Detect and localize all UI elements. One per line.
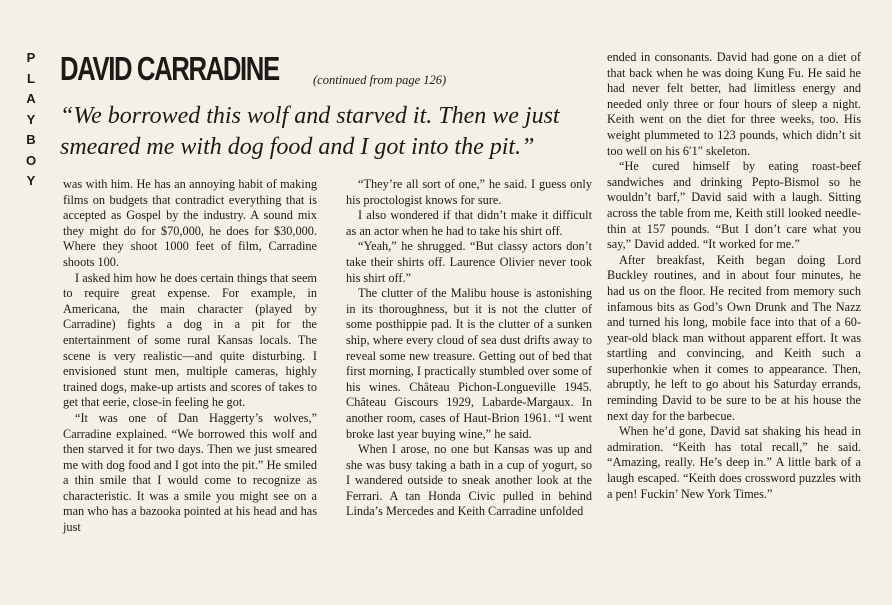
paragraph: When he’d gone, David sat shaking his head in admiration. “Keith has total recall,” he said. “Amazing, really. He’s deep in.” A little bark of a laugh escaped. “Keith does crossword puzzles with a pen! Fuckin’ New York Times.” xyxy=(607,424,861,501)
continued-note: (continued from page 126) xyxy=(313,73,447,87)
paragraph: “It was one of Dan Haggerty’s wolves,” Carradine explained. “We borrowed this wolf and then starved it for two days. Then we just smeared me with dog food and I got into the pit.” He smiled a thin smile that I would come to recognize as characteristic. It was a smile you might see on a man who has a bazooka pointed at his head and has just xyxy=(63,410,317,535)
paragraph: The clutter of the Malibu house is astonishing in its thoroughness, but it is not the clutter of some posthippie pad. It is the clutter of a sunken ship, where every cloud of sea dust drifts away to reveal some new treasure. Getting out of bed that first morning, I practically stumbled over some of his wines. Château Pichon-Longueville 1945. Château Giscours 1929, Labarde-Margaux. In another room, cases of Haut-Brion 1961. “I went broke last year buying wine,” he said. xyxy=(346,286,592,441)
paragraph: “He cured himself by eating roast-beef sandwiches and drinking Pepto-Bismol so he wouldn’t barf,” David said with a laugh. Sitting across the table from me, Keith still looked needle-thin at 157 pounds. “But I don’t care what you say,” David added. “It worked for me.” xyxy=(607,159,861,252)
paragraph: When I arose, no one but Kansas was up and she was busy taking a bath in a cup of yogurt, so I wandered outside to sneak another look at the Ferrari. A tan Honda Civic pulled in behind Linda’s Mercedes and Keith Carradine unfolded xyxy=(346,442,592,519)
paragraph: After breakfast, Keith began doing Lord Buckley routines, and in about four minutes, he had us on the floor. He recited from memory such infamous bits as God’s Own Drunk and The Nazz and turned his long, mobile face into that of a 60-year-old black man without apparent effort. It was startling and convincing, and Keith such a superhonkie when it comes to appearance. Then, abruptly, he left to go about his Saturday errands, reminding David to be sure to be at his house the next day for the barbecue. xyxy=(607,252,861,423)
text-column-1 xyxy=(63,177,317,536)
pull-quote: “We borrowed this wolf and starved it. Then we just smeared me with dog food and I got into the pit.” xyxy=(60,103,560,160)
paragraph: “They’re all sort of one,” he said. I guess only his proctologist knows for sure. xyxy=(346,177,592,207)
magazine-name-vertical: P L A Y B O Y xyxy=(25,50,37,188)
article-title: DAVID CARRADINE xyxy=(60,50,279,87)
text-column-2 xyxy=(346,177,592,520)
paragraph: was with him. He has an annoying habit of making films on budgets that contradict everything that is accepted as Gospel by the industry. A sound mix they might do for $70,000, he does for $30,000. Where they shoot 1000 feet of film, Carradine shoots 100. xyxy=(63,177,317,269)
paragraph: “Yeah,” he shrugged. “But classy actors don’t take their shirts off. Laurence Olivier never took his shirt off.” xyxy=(346,239,592,285)
paragraph: I asked him how he does certain things that seem to require great expense. For example, in Americana, the main character (played by Carradine) fights a dog in a pit for the entertainment of some rural Kansas locals. The scene is very realistic—and quite disturbing. I envisioned stunt men, multiple cameras, highly trained dogs, make-up artists and scores of takes to get that eerie, close-in feeling he got. xyxy=(63,270,317,410)
text-column-3 xyxy=(607,50,861,502)
paragraph: ended in consonants. David had gone on a diet of that back when he was doing Kung Fu. He said he had never felt better, had limitless energy and needed only three or four hours of sleep a night. Keith went on the diet for three weeks, too. His weight plummeted to 123 pounds, which didn’t sit too well on his 6′1″ skeleton. xyxy=(607,50,861,158)
paragraph: I also wondered if that didn’t make it difficult as an actor when he had to take his shirt off. xyxy=(346,208,592,238)
